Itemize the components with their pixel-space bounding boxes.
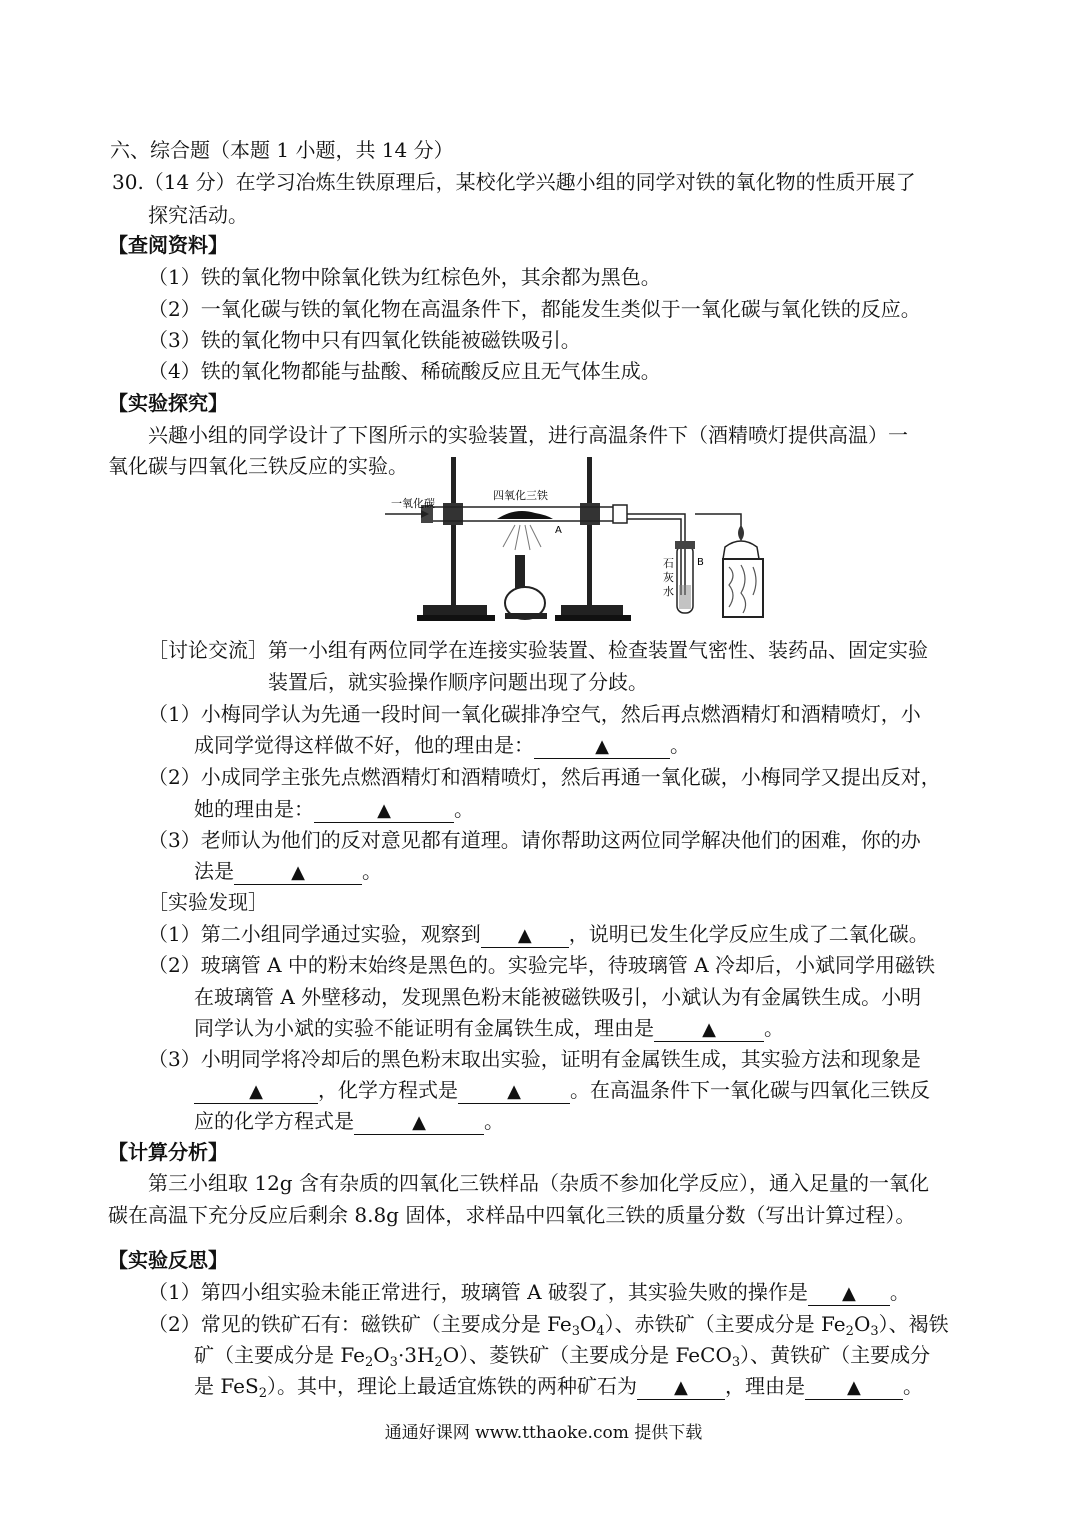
label-limewater-3: 水 bbox=[663, 585, 674, 598]
discussion-q1-line2: 成同学觉得这样做不好，他的理由是： ▲ 。 bbox=[194, 733, 690, 757]
heading-explore: 【实验探究】 bbox=[108, 391, 228, 415]
label-limewater-2: 灰 bbox=[663, 571, 674, 584]
findings-q2-line3: 同学认为小斌的实验不能证明有金属铁生成，理由是 ▲ 。 bbox=[194, 1016, 784, 1040]
explore-line2: 氧化碳与四氧化三铁反应的实验。 bbox=[108, 454, 408, 478]
answer-blank[interactable]: ▲ bbox=[314, 798, 454, 823]
question-30-line1: 30.（14 分）在学习冶炼生铁原理后，某校化学兴趣小组的同学对铁的氧化物的性质开展了 bbox=[112, 170, 916, 194]
discussion-q2-line1: （2）小成同学主张先点燃酒精灯和酒精喷灯，然后再通一氧化碳，小梅同学又提出反对， bbox=[148, 765, 941, 789]
answer-blank[interactable]: ▲ bbox=[654, 1017, 764, 1042]
answer-blank[interactable]: ▲ bbox=[805, 1375, 903, 1400]
answer-blank[interactable]: ▲ bbox=[354, 1110, 484, 1135]
findings-q3-line2: ▲ ，化学方程式是 ▲ 。在高温条件下一氧化碳与四氧化三铁反 bbox=[194, 1076, 930, 1104]
page-footer: 通通好课网 www.tthaoke.com 提供下载 bbox=[384, 1423, 703, 1443]
discussion-q3-line1: （3）老师认为他们的反对意见都有道理。请你帮助这两位同学解决他们的困难，你的办 bbox=[148, 828, 921, 852]
discussion-line2: 装置后，就实验操作顺序问题出现了分歧。 bbox=[268, 670, 648, 694]
question-30-line2: 探究活动。 bbox=[148, 203, 248, 227]
reference-item-4: （4）铁的氧化物都能与盐酸、稀硫酸反应且无气体生成。 bbox=[148, 359, 661, 383]
explore-line1: 兴趣小组的同学设计了下图所示的实验装置，进行高温条件下（酒精喷灯提供高温）一 bbox=[148, 423, 908, 447]
reflection-q2-line1: （2）常见的铁矿石有：磁铁矿（主要成分是 $Fe_3O_4$）、赤铁矿（主要成分是 $Fe_2O_3$）、褐铁 bbox=[148, 1312, 949, 1339]
answer-blank[interactable]: ▲ bbox=[637, 1375, 725, 1400]
answer-blank[interactable]: ▲ bbox=[194, 1079, 318, 1104]
label-co: 一氧化碳 bbox=[391, 497, 435, 510]
findings-q3-line3: 应的化学方程式是 ▲ 。 bbox=[194, 1109, 504, 1133]
alcohol-blast-lamp bbox=[515, 555, 525, 589]
reference-item-1: （1）铁的氧化物中除氧化铁为红棕色外，其余都为黑色。 bbox=[148, 265, 661, 289]
answer-blank[interactable]: ▲ bbox=[458, 1079, 570, 1104]
answer-blank[interactable]: ▲ bbox=[481, 923, 569, 948]
findings-q1: （1）第二小组同学通过实验，观察到 ▲ ，说明已发生化学反应生成了二氧化碳。 bbox=[148, 922, 929, 946]
heading-reflection: 【实验反思】 bbox=[108, 1248, 228, 1272]
stand-rod-right bbox=[587, 457, 592, 607]
experiment-apparatus-figure bbox=[385, 455, 775, 625]
heading-calculation: 【计算分析】 bbox=[108, 1140, 228, 1164]
alcohol-lamp-flame bbox=[738, 525, 744, 541]
calculation-line2: 碳在高温下充分反应后剩余 8.8g 固体，求样品中四氧化三铁的质量分数（写出计算过程）。 bbox=[108, 1203, 916, 1227]
label-fe3o4: 四氧化三铁 bbox=[493, 489, 548, 502]
heading-reference: 【查阅资料】 bbox=[108, 233, 228, 257]
stand-rod-left bbox=[451, 457, 456, 607]
answer-blank[interactable]: ▲ bbox=[234, 860, 362, 885]
answer-blank[interactable]: ▲ bbox=[808, 1281, 890, 1306]
findings-label: ［实验发现］ bbox=[148, 890, 268, 914]
reference-item-2: （2）一氧化碳与铁的氧化物在高温条件下，都能发生类似于一氧化碳与氧化铁的反应。 bbox=[148, 297, 921, 321]
reflection-q1: （1）第四小组实验未能正常进行，玻璃管 A 破裂了，其实验失败的操作是 ▲ 。 bbox=[148, 1280, 910, 1304]
reflection-q2-line2: 矿（主要成分是 $Fe_2O_3\cdot 3H_2O$）、菱铁矿（主要成分是 FeCO$_3$）、黄铁矿（主要成分 bbox=[194, 1343, 931, 1370]
label-tube-b: B bbox=[697, 557, 704, 568]
reference-item-3: （3）铁的氧化物中只有四氧化铁能被磁铁吸引。 bbox=[148, 328, 581, 352]
fe3o4-powder bbox=[497, 511, 553, 519]
findings-q2-line1: （2）玻璃管 A 中的粉末始终是黑色的。实验完毕，待玻璃管 A 冷却后，小斌同学用磁铁 bbox=[148, 953, 936, 977]
calculation-line1: 第三小组取 12g 含有杂质的四氧化三铁样品（杂质不参加化学反应），通入足量的一氧化 bbox=[148, 1171, 929, 1195]
discussion-label: ［讨论交流］ bbox=[148, 638, 268, 662]
discussion-q3-line2: 法是 ▲ 。 bbox=[194, 859, 382, 883]
discussion-q2-line2: 她的理由是： ▲ 。 bbox=[194, 797, 474, 821]
discussion-line1: 第一小组有两位同学在连接实验装置、检查装置气密性、装药品、固定实验 bbox=[268, 638, 928, 662]
findings-q2-line2: 在玻璃管 A 外壁移动，发现黑色粉末能被磁铁吸引，小斌认为有金属铁生成。小明 bbox=[194, 985, 922, 1009]
reflection-q2-line3: 是 FeS$_2$）。其中，理论上最适宜炼铁的两种矿石为 ▲ ，理由是 ▲ 。 bbox=[194, 1374, 923, 1401]
discussion-q1-line1: （1）小梅同学认为先通一段时间一氧化碳排净空气，然后再点燃酒精灯和酒精喷灯，小 bbox=[148, 702, 921, 726]
answer-blank[interactable]: ▲ bbox=[534, 734, 670, 759]
label-limewater-1: 石 bbox=[663, 557, 674, 570]
findings-q3-line1: （3）小明同学将冷却后的黑色粉末取出实验，证明有金属铁生成，其实验方法和现象是 bbox=[148, 1047, 921, 1071]
section-title: 六、综合题（本题 1 小题，共 14 分） bbox=[110, 138, 454, 162]
label-tube-a: A bbox=[555, 525, 562, 536]
